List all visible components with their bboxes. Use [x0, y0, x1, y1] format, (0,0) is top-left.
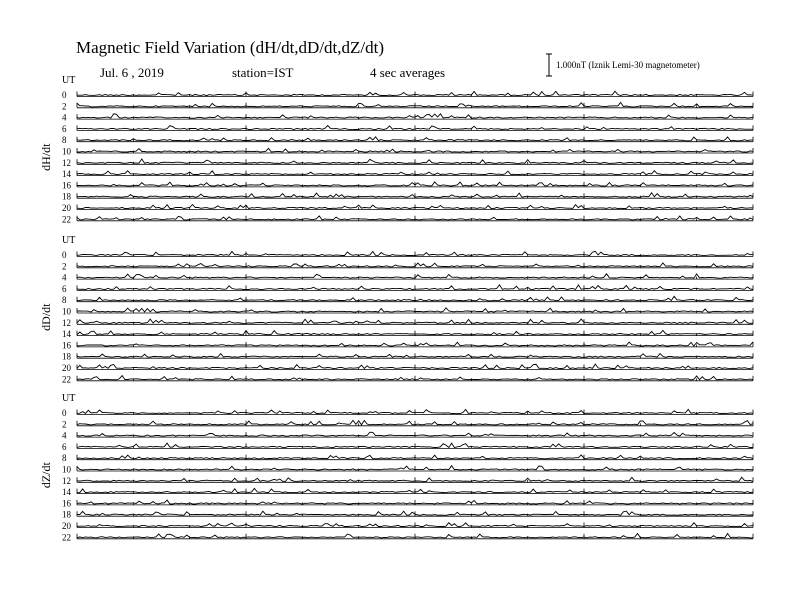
hour-label: 18: [62, 351, 71, 362]
scale-bar-label: 1.000nT (Iznik Lemi-30 magnetometer): [556, 60, 700, 70]
hour-label: 16: [62, 498, 71, 509]
hour-label: 16: [62, 180, 71, 191]
hour-label: 2: [62, 419, 67, 430]
panel-ylabel: dH/dt: [39, 143, 53, 171]
scale-bar: [546, 54, 552, 76]
hour-label: 12: [62, 475, 71, 486]
hour-label: 6: [62, 123, 67, 134]
hour-label: 2: [62, 101, 67, 112]
hour-label: 4: [62, 112, 67, 123]
hour-label: 4: [62, 430, 67, 441]
panel-ylabel: dD/dt: [39, 303, 53, 331]
panel-2: [39, 235, 753, 384]
hour-label: 0: [62, 90, 67, 100]
hour-label: 20: [62, 521, 71, 531]
hour-label: 6: [62, 283, 67, 294]
panels-group: [39, 75, 753, 542]
hour-label: 20: [62, 363, 71, 373]
ut-axis-label: UT: [62, 393, 76, 404]
hour-label: 18: [62, 191, 71, 202]
hour-label: 22: [62, 532, 71, 543]
averaging-label: 4 sec averages: [370, 65, 446, 80]
panel-3: [39, 393, 753, 542]
hour-label: 18: [62, 509, 71, 520]
chart-title: Magnetic Field Variation (dH/dt,dD/dt,dZ/dt): [76, 38, 385, 57]
hour-label: 22: [62, 214, 71, 225]
station-label: station=IST: [232, 65, 294, 80]
hour-label: 12: [62, 317, 71, 328]
hour-label: 10: [62, 306, 71, 317]
hour-label: 4: [62, 272, 67, 283]
hour-label: 14: [62, 169, 71, 180]
hour-label: 6: [62, 441, 67, 452]
date-label: Jul. 6 , 2019: [100, 65, 164, 80]
hour-label: 14: [62, 487, 71, 498]
hour-label: 8: [62, 295, 67, 306]
hour-label: 0: [62, 408, 67, 418]
hour-label: 10: [62, 464, 71, 475]
hour-label: 10: [62, 146, 71, 157]
hour-label: 0: [62, 250, 67, 260]
hour-label: 16: [62, 340, 71, 351]
hour-label: 20: [62, 203, 71, 213]
ut-axis-label: UT: [62, 75, 76, 86]
hour-label: 2: [62, 261, 67, 272]
hour-label: 12: [62, 157, 71, 168]
ut-axis-label: UT: [62, 235, 76, 246]
panel-ylabel: dZ/dt: [39, 462, 53, 489]
hour-label: 22: [62, 374, 71, 385]
panel-1: [39, 75, 753, 224]
hour-label: 14: [62, 329, 71, 340]
hour-label: 8: [62, 135, 67, 146]
hour-label: 8: [62, 453, 67, 464]
